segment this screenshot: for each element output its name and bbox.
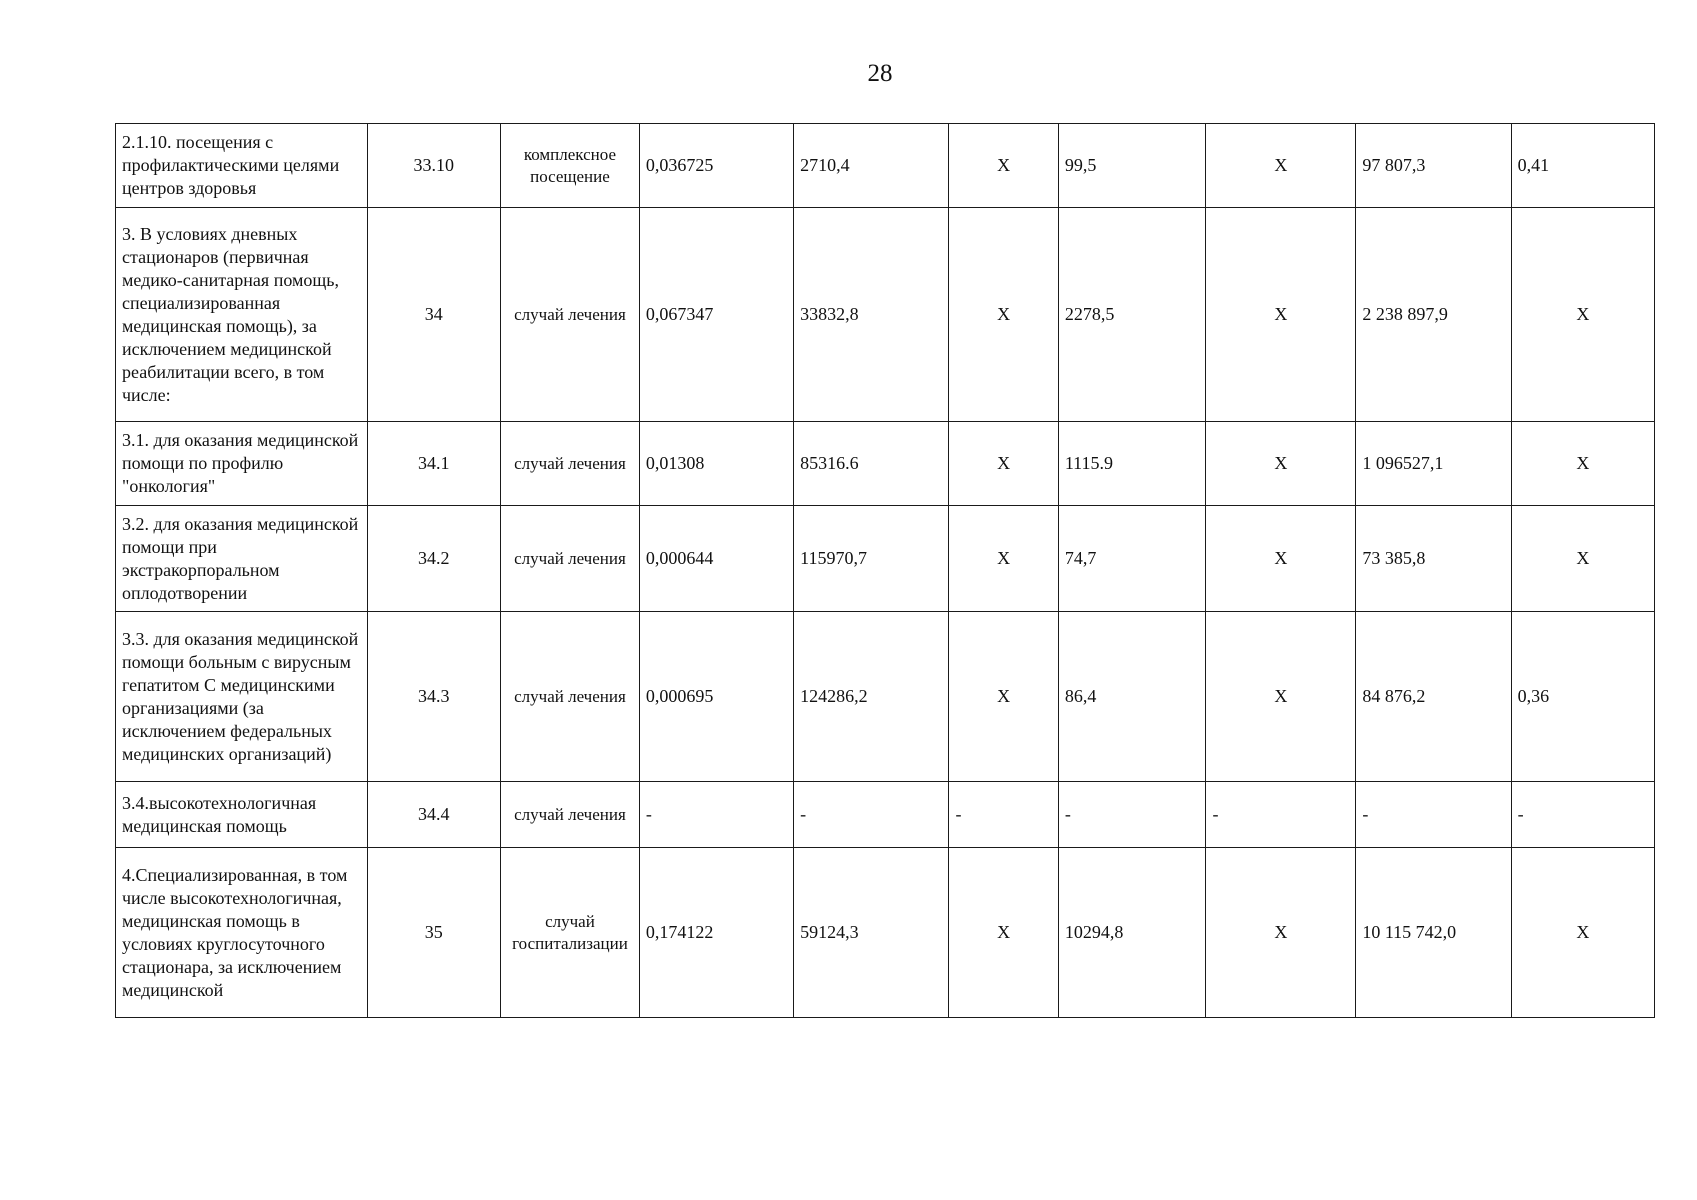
row-unit-cell: случай лечения xyxy=(501,422,640,506)
row-unit-cell: случай лечения xyxy=(501,612,640,782)
row-value-cell: Х xyxy=(949,506,1058,612)
row-unit-cell: случай лечения xyxy=(501,208,640,422)
row-code-cell: 34.3 xyxy=(367,612,500,782)
row-value-cell: 99,5 xyxy=(1058,124,1206,208)
row-value-cell: 0,067347 xyxy=(639,208,793,422)
row-value-cell: 33832,8 xyxy=(794,208,949,422)
row-value-cell: - xyxy=(949,782,1058,848)
row-value-cell: 2278,5 xyxy=(1058,208,1206,422)
row-value-cell: 115970,7 xyxy=(794,506,949,612)
row-value-cell: Х xyxy=(1206,422,1356,506)
row-value-cell: Х xyxy=(1206,612,1356,782)
row-value-cell: Х xyxy=(1511,506,1654,612)
row-value-cell: - xyxy=(1356,782,1511,848)
row-value-cell: 2 238 897,9 xyxy=(1356,208,1511,422)
row-value-cell: - xyxy=(1058,782,1206,848)
row-value-cell: Х xyxy=(1206,506,1356,612)
row-value-cell: Х xyxy=(1206,208,1356,422)
row-unit-cell: случай госпитализации xyxy=(501,848,640,1018)
row-unit-cell: случай лечения xyxy=(501,782,640,848)
row-value-cell: - xyxy=(1206,782,1356,848)
row-value-cell: 0,036725 xyxy=(639,124,793,208)
table-row xyxy=(116,782,1655,848)
row-value-cell: 0,36 xyxy=(1511,612,1654,782)
row-value-cell: 84 876,2 xyxy=(1356,612,1511,782)
row-value-cell: 0,000644 xyxy=(639,506,793,612)
row-value-cell: - xyxy=(639,782,793,848)
row-value-cell: Х xyxy=(949,124,1058,208)
row-name-cell: 3.2. для оказания медицинской помощи при экстракорпоральном оплодотворении xyxy=(116,506,368,612)
row-value-cell: 0,41 xyxy=(1511,124,1654,208)
row-name-cell: 4.Специализированная, в том числе высокотехнологичная, медицинская помощь в условиях круглосуточного стационара, за исключением медицинской xyxy=(116,848,368,1018)
table-row xyxy=(116,124,1655,208)
row-name-cell: 3.4.высокотехнологичная медицинская помощь xyxy=(116,782,368,848)
table-row xyxy=(116,506,1655,612)
row-value-cell: 1115.9 xyxy=(1058,422,1206,506)
row-value-cell: 86,4 xyxy=(1058,612,1206,782)
row-value-cell: - xyxy=(1511,782,1654,848)
row-value-cell: Х xyxy=(949,848,1058,1018)
row-value-cell: Х xyxy=(949,208,1058,422)
row-unit-cell: комплексное посещение xyxy=(501,124,640,208)
row-code-cell: 33.10 xyxy=(367,124,500,208)
table-row xyxy=(116,422,1655,506)
row-value-cell: 85316.6 xyxy=(794,422,949,506)
table-row xyxy=(116,612,1655,782)
row-value-cell: 73 385,8 xyxy=(1356,506,1511,612)
row-value-cell: Х xyxy=(1206,848,1356,1018)
row-name-cell: 2.1.10. посещения с профилактическими целями центров здоровья xyxy=(116,124,368,208)
page-number: 28 xyxy=(867,60,893,87)
row-value-cell: 0,000695 xyxy=(639,612,793,782)
row-value-cell: 0,01308 xyxy=(639,422,793,506)
row-value-cell: 0,174122 xyxy=(639,848,793,1018)
row-code-cell: 34.4 xyxy=(367,782,500,848)
row-value-cell: 124286,2 xyxy=(794,612,949,782)
table-row xyxy=(116,208,1655,422)
row-name-cell: 3.3. для оказания медицинской помощи больным с вирусным гепатитом С медицинскими организациями (за исключением федеральных медицинских организаций) xyxy=(116,612,368,782)
row-value-cell: 74,7 xyxy=(1058,506,1206,612)
row-value-cell: Х xyxy=(1511,848,1654,1018)
row-value-cell: Х xyxy=(949,612,1058,782)
row-code-cell: 34.2 xyxy=(367,506,500,612)
row-value-cell: 10 115 742,0 xyxy=(1356,848,1511,1018)
row-name-cell: 3.1. для оказания медицинской помощи по профилю "онкология" xyxy=(116,422,368,506)
row-value-cell: Х xyxy=(1511,208,1654,422)
data-table xyxy=(115,123,1655,1018)
row-code-cell: 35 xyxy=(367,848,500,1018)
row-value-cell: 10294,8 xyxy=(1058,848,1206,1018)
row-value-cell: 59124,3 xyxy=(794,848,949,1018)
row-name-cell: 3. В условиях дневных стационаров (первичная медико-санитарная помощь, специализированная медицинская помощь), за исключением медицинской реабилитации всего, в том числе: xyxy=(116,208,368,422)
row-code-cell: 34 xyxy=(367,208,500,422)
row-value-cell: Х xyxy=(1206,124,1356,208)
row-value-cell: Х xyxy=(949,422,1058,506)
row-value-cell: Х xyxy=(1511,422,1654,506)
table-row xyxy=(116,848,1655,1018)
row-value-cell: 2710,4 xyxy=(794,124,949,208)
row-unit-cell: случай лечения xyxy=(501,506,640,612)
row-value-cell: 97 807,3 xyxy=(1356,124,1511,208)
row-value-cell: 1 096527,1 xyxy=(1356,422,1511,506)
row-value-cell: - xyxy=(794,782,949,848)
row-code-cell: 34.1 xyxy=(367,422,500,506)
